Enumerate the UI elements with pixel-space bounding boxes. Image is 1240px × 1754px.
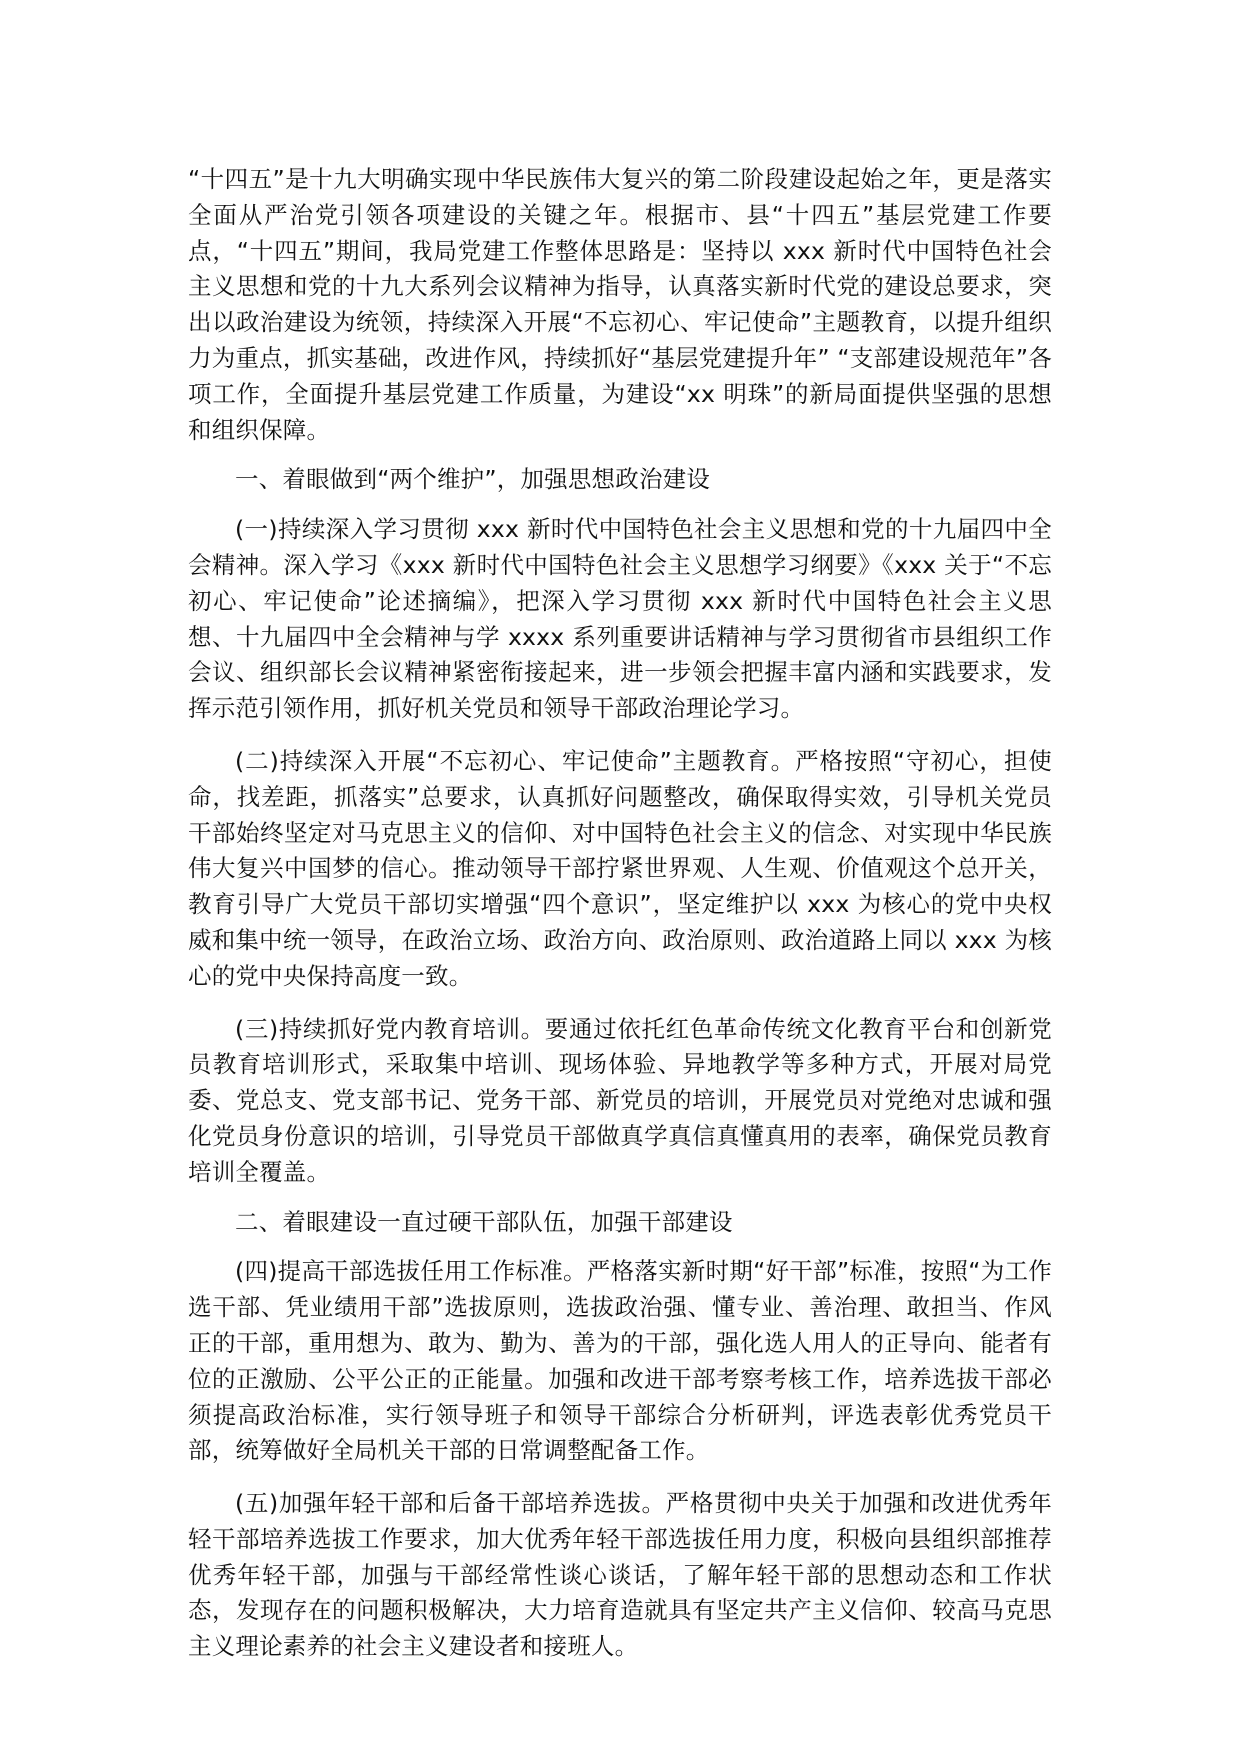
document-body xyxy=(188,162,1052,1665)
section-heading-2: 二、着眼建设一直过硬干部队伍，加强干部建设 xyxy=(235,1207,733,1236)
section-heading-1: 一、着眼做到“两个维护”，加强思想政治建设 xyxy=(235,465,711,494)
paragraph-item-2: (二)持续深入开展“不忘初心、牢记使命”主题教育。严格按照“守初心，担使命，找差距，抓落实”总要求，认真抓好问题整改，确保取得实效，引导机关党员干部始终坚定对马克思主义的信仰、对中国特色社会主义的信念、对实现中华民族伟大复兴中国梦的信心。推动领导干部拧紧世界观、人生观、价值观这个总开关，教育引导广大党员干部切实增强“四个意识”，坚定维护以 xxx 为核心的党中央权威和集中统一领导，在政治立场、政治方向、政治原则、政治道路上同以 xxx 为核心的党中央保持高度一致。 xyxy=(188,746,1052,990)
intro-paragraph: “十四五”是十九大明确实现中华民族伟大复兴的第二阶段建设起始之年，更是落实全面从严治党引领各项建设的关键之年。根据市、县“十四五”基层党建工作要点，“十四五”期间，我局党建工作整体思路是：坚持以 xxx 新时代中国特色社会主义思想和党的十九大系列会议精神为指导，认真落实新时代党的建设总要求，突出以政治建设为统领，持续深入开展“不忘初心、牢记使命”主题教育，以提升组织力为重点，抓实基础，改进作风，持续抓好“基层党建提升年” “支部建设规范年”各项工作，全面提升基层党建工作质量，为建设“xx 明珠”的新局面提供坚强的思想和组织保障。 xyxy=(188,165,1052,444)
paragraph-item-1: (一)持续深入学习贯彻 xxx 新时代中国特色社会主义思想和党的十九届四中全会精神。深入学习《xxx 新时代中国特色社会主义思想学习纲要》《xxx 关于“不忘初心、牢记使命”论述摘编》，把深入学习贯彻 xxx 新时代中国特色社会主义思想、十九届四中全会精神与学 xxxx 系列重要讲话精神与学习贯彻省市县组织工作会议、组织部长会议精神紧密衔接起来，进一步领会把握丰富内涵和实践要求，发挥示范引领作用，抓好机关党员和领导干部政治理论学习。 xyxy=(188,515,1052,723)
paragraph-item-5: (五)加强年轻干部和后备干部培养选拔。严格贯彻中央关于加强和改进优秀年轻干部培养选拔工作要求，加大优秀年轻干部选拔任用力度，积极向县组织部推荐优秀年轻干部，加强与干部经常性谈心谈话，了解年轻干部的思想动态和工作状态，发现存在的问题积极解决，大力培育造就具有坚定共产主义信仰、较高马克思主义理论素养的社会主义建设者和接班人。 xyxy=(188,1489,1052,1661)
paragraph-item-3: (三)持续抓好党内教育培训。要通过依托红色革命传统文化教育平台和创新党员教育培训形式，采取集中培训、现场体验、异地教学等多种方式，开展对局党委、党总支、党支部书记、党务干部、新党员的培训，开展党员对党绝对忠诚和强化党员身份意识的培训，引导党员干部做真学真信真懂真用的表率，确保党员教育培训全覆盖。 xyxy=(188,1014,1052,1186)
paragraph-item-4: (四)提高干部选拔任用工作标准。严格落实新时期“好干部”标准，按照“为工作选干部、凭业绩用干部”选拔原则，选拔政治强、懂专业、善治理、敢担当、作风正的干部，重用想为、敢为、勤为、善为的干部，强化选人用人的正导向、能者有位的正激励、公平公正的正能量。加强和改进干部考察考核工作，培养选拔干部必须提高政治标准，实行领导班子和领导干部综合分析研判，评选表彰优秀党员干部，统筹做好全局机关干部的日常调整配备工作。 xyxy=(188,1257,1052,1465)
